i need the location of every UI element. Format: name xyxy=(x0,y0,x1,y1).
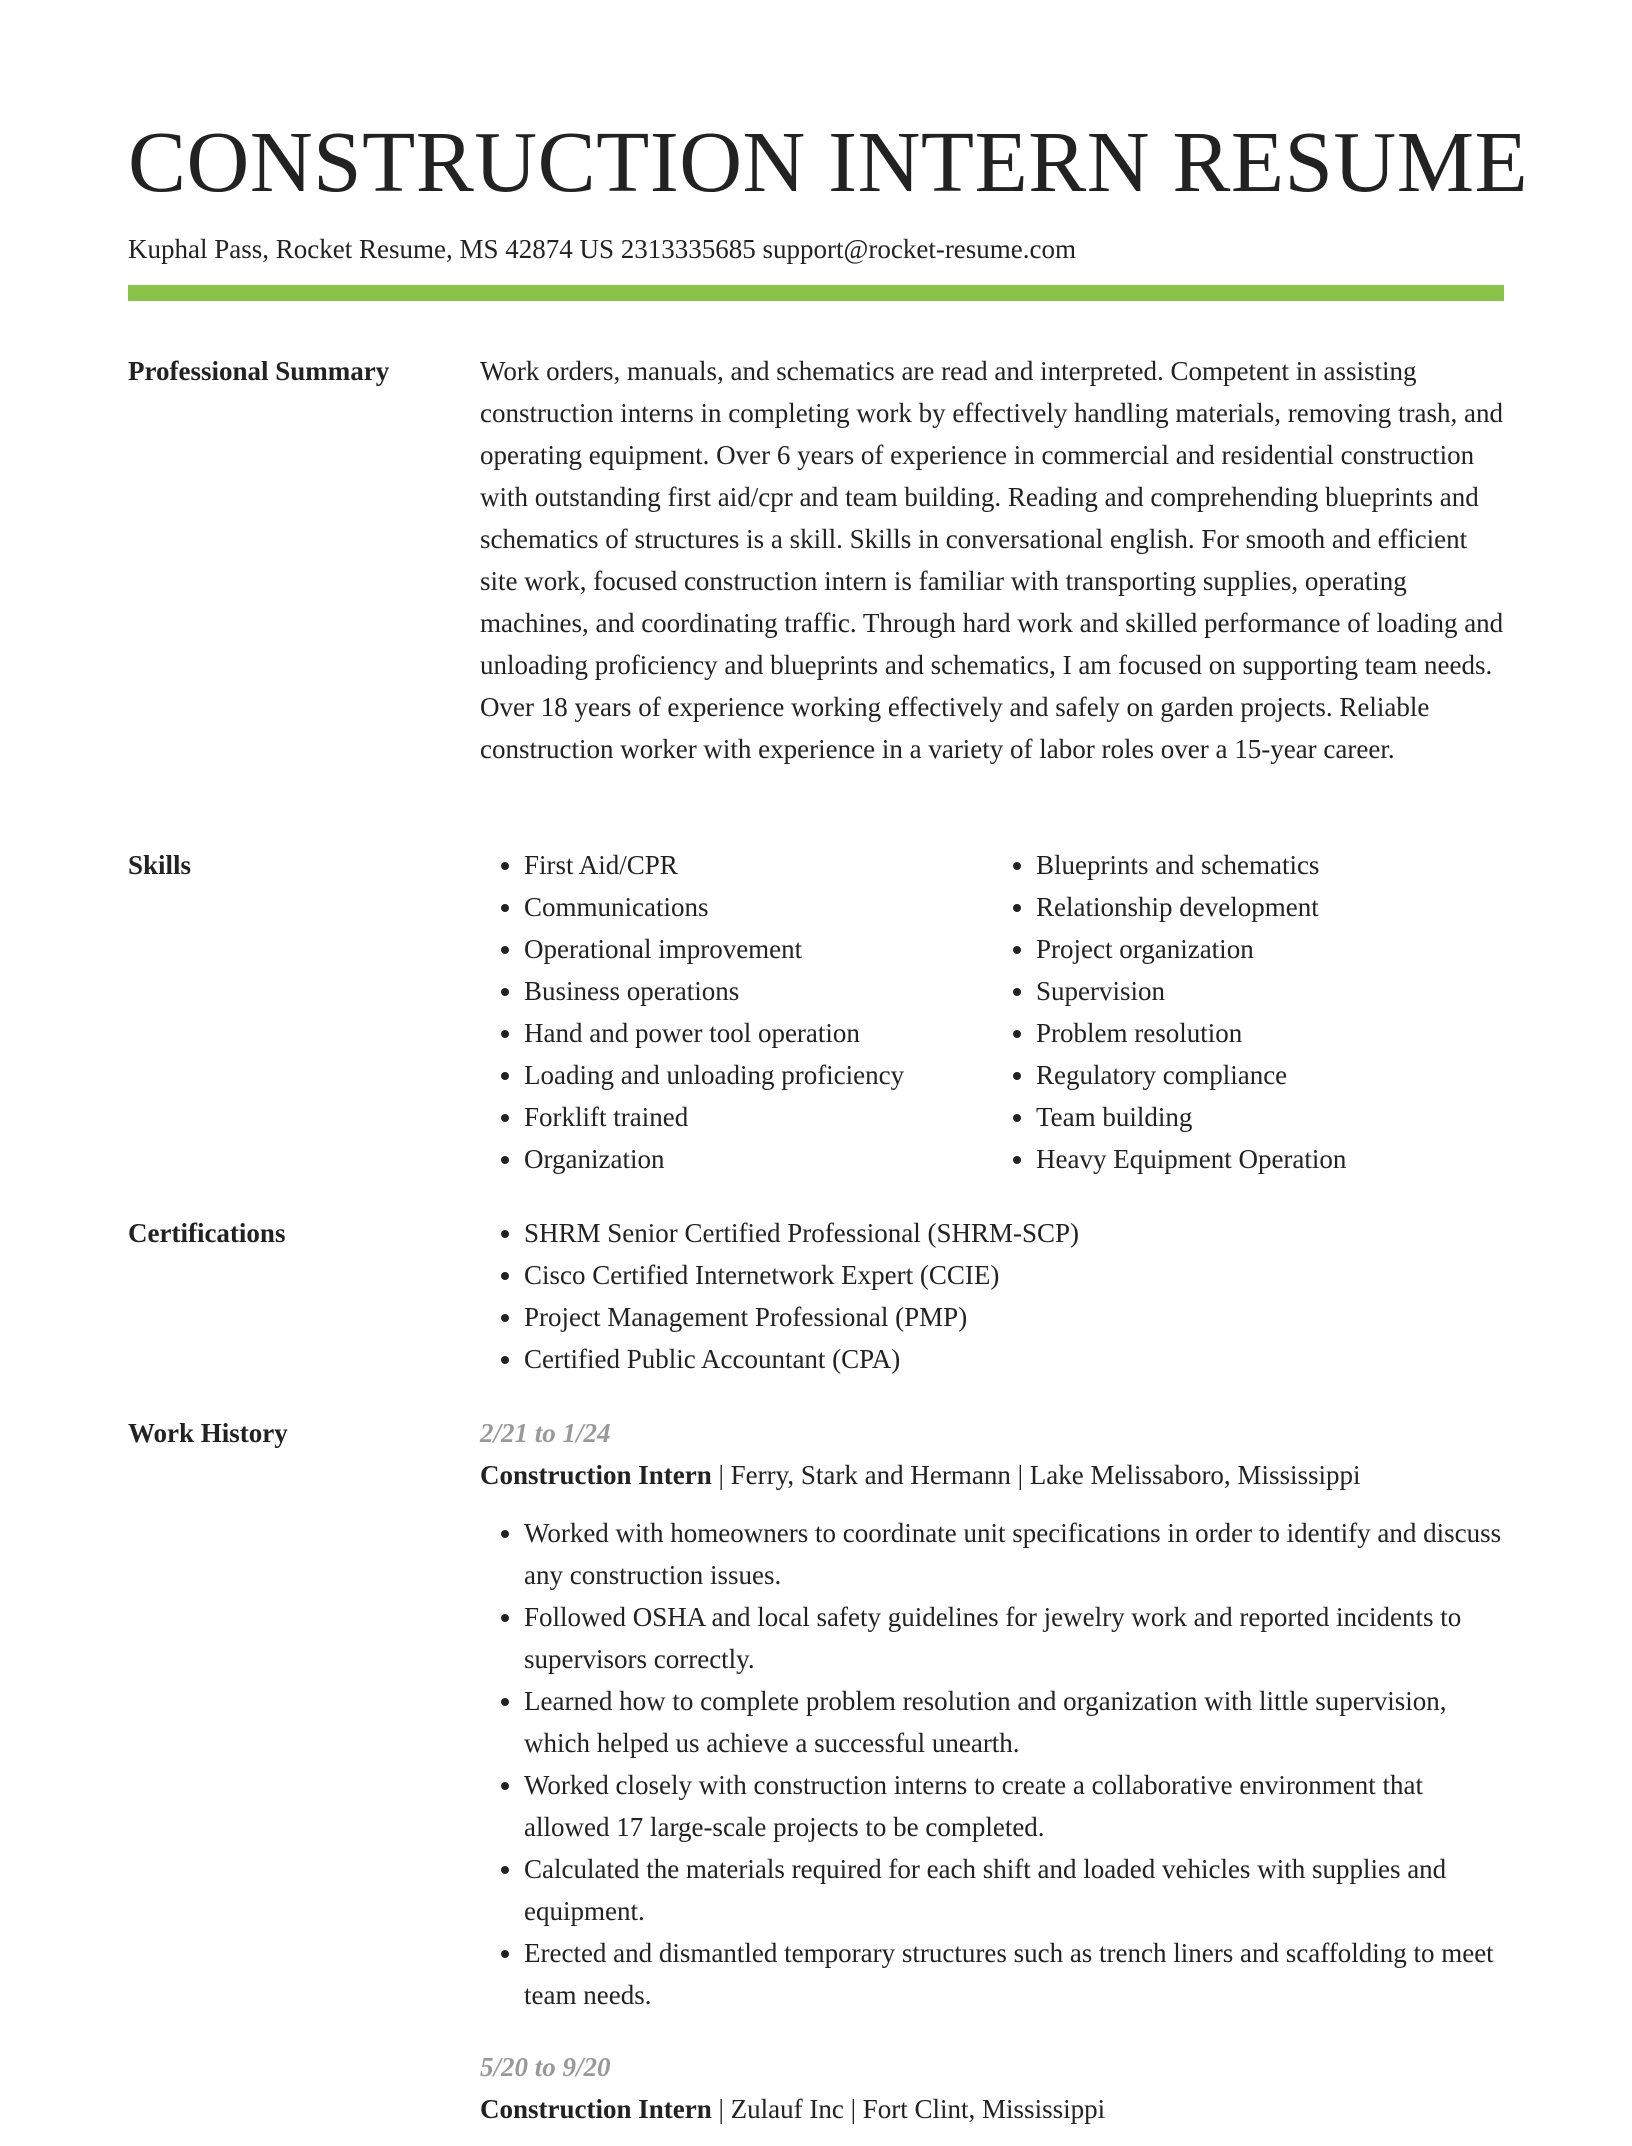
skill-item: • Business operations xyxy=(524,970,992,1012)
skill-item: • Problem resolution xyxy=(1036,1012,1504,1054)
skill-item: • Communications xyxy=(524,886,992,928)
job-header xyxy=(480,1454,1504,1496)
job-bullet: • Calculated the materials required for each shift and loaded vehicles with supplies and equipment. xyxy=(524,1848,1504,1932)
skill-item: • Loading and unloading proficiency xyxy=(524,1054,992,1096)
skill-item: • Operational improvement xyxy=(524,928,992,970)
skill-item: • Hand and power tool operation xyxy=(524,1012,992,1054)
section-heading-skills: Skills xyxy=(128,850,192,880)
work-history-content xyxy=(480,1412,1504,2146)
certification-item: • Certified Public Accountant (CPA) xyxy=(524,1338,1504,1380)
job-entry xyxy=(480,2046,1504,2130)
certification-item: • Cisco Certified Internetwork Expert (CCIE) xyxy=(524,1254,1504,1296)
skill-item: • Relationship development xyxy=(1036,886,1504,928)
job-entry xyxy=(480,1412,1504,2016)
job-title: Construction Intern xyxy=(480,2094,712,2124)
skills-content xyxy=(480,844,1504,1180)
skill-item: • First Aid/CPR xyxy=(524,844,992,886)
skill-item: • Supervision xyxy=(1036,970,1504,1012)
job-bullet: • Learned how to complete problem resolution and organization with little supervision, which helped us achieve a successful unearth. xyxy=(524,1680,1504,1764)
skills-list-right xyxy=(992,844,1504,1180)
skill-item: • Blueprints and schematics xyxy=(1036,844,1504,886)
job-bullet: • Followed OSHA and local safety guidelines for jewelry work and reported incidents to supervisors correctly. xyxy=(524,1596,1504,1680)
skill-item: • Heavy Equipment Operation xyxy=(1036,1138,1504,1180)
job-bullet: • Erected and dismantled temporary structures such as trench liners and scaffolding to meet team needs. xyxy=(524,1932,1504,2016)
summary-text: Work orders, manuals, and schematics are read and interpreted. Competent in assisting construction interns in completing work by effectively handling materials, removing trash, and operating equipment. Over 6 years of experience in commercial and residential construction with outstanding first aid/cpr and team building. Reading and comprehending blueprints and schematics of structures is a skill. Skills in conversational english. For smooth and efficient site work, focused construction intern is familiar with transporting supplies, operating machines, and coordinating traffic. Through hard work and skilled performance of loading and unloading proficiency and blueprints and schematics, I am focused on supporting team needs. Over 18 years of experience working effectively and safely on garden projects. Reliable construction worker with experience in a variety of labor roles over a 15-year career. xyxy=(480,356,1504,764)
accent-divider xyxy=(128,285,1504,301)
skill-item: • Team building xyxy=(1036,1096,1504,1138)
section-heading-summary: Professional Summary xyxy=(128,356,390,386)
job-bullet: • Worked with homeowners to coordinate unit specifications in order to identify and discuss any construction issues. xyxy=(524,1512,1504,1596)
job-dates: 5/20 to 9/20 xyxy=(480,2052,611,2082)
job-header xyxy=(480,2088,1504,2130)
certifications-list xyxy=(480,1212,1504,1380)
certification-item: • SHRM Senior Certified Professional (SHRM-SCP) xyxy=(524,1212,1504,1254)
certifications-content xyxy=(480,1212,1504,1380)
resume-title: CONSTRUCTION INTERN RESUME xyxy=(128,113,1529,210)
job-title: Construction Intern xyxy=(480,1460,712,1490)
job-details: | Ferry, Stark and Hermann | Lake Melissaboro, Mississippi xyxy=(711,1460,1361,1490)
section-heading-certifications: Certifications xyxy=(128,1218,286,1248)
job-dates: 2/21 to 1/24 xyxy=(480,1418,611,1448)
job-bullets xyxy=(480,1512,1504,2016)
skill-item: • Organization xyxy=(524,1138,992,1180)
skill-item: • Project organization xyxy=(1036,928,1504,970)
job-bullet: • Worked closely with construction interns to create a collaborative environment that allowed 17 large-scale projects to be completed. xyxy=(524,1764,1504,1848)
section-heading-work-history: Work History xyxy=(128,1418,288,1448)
skills-list-left xyxy=(480,844,992,1180)
job-details: | Zulauf Inc | Fort Clint, Mississippi xyxy=(711,2094,1106,2124)
skill-item: • Forklift trained xyxy=(524,1096,992,1138)
skill-item: • Regulatory compliance xyxy=(1036,1054,1504,1096)
contact-line: Kuphal Pass, Rocket Resume, MS 42874 US 2313335685 support@rocket-resume.com xyxy=(128,234,1077,264)
summary-content xyxy=(480,350,1504,770)
certification-item: • Project Management Professional (PMP) xyxy=(524,1296,1504,1338)
